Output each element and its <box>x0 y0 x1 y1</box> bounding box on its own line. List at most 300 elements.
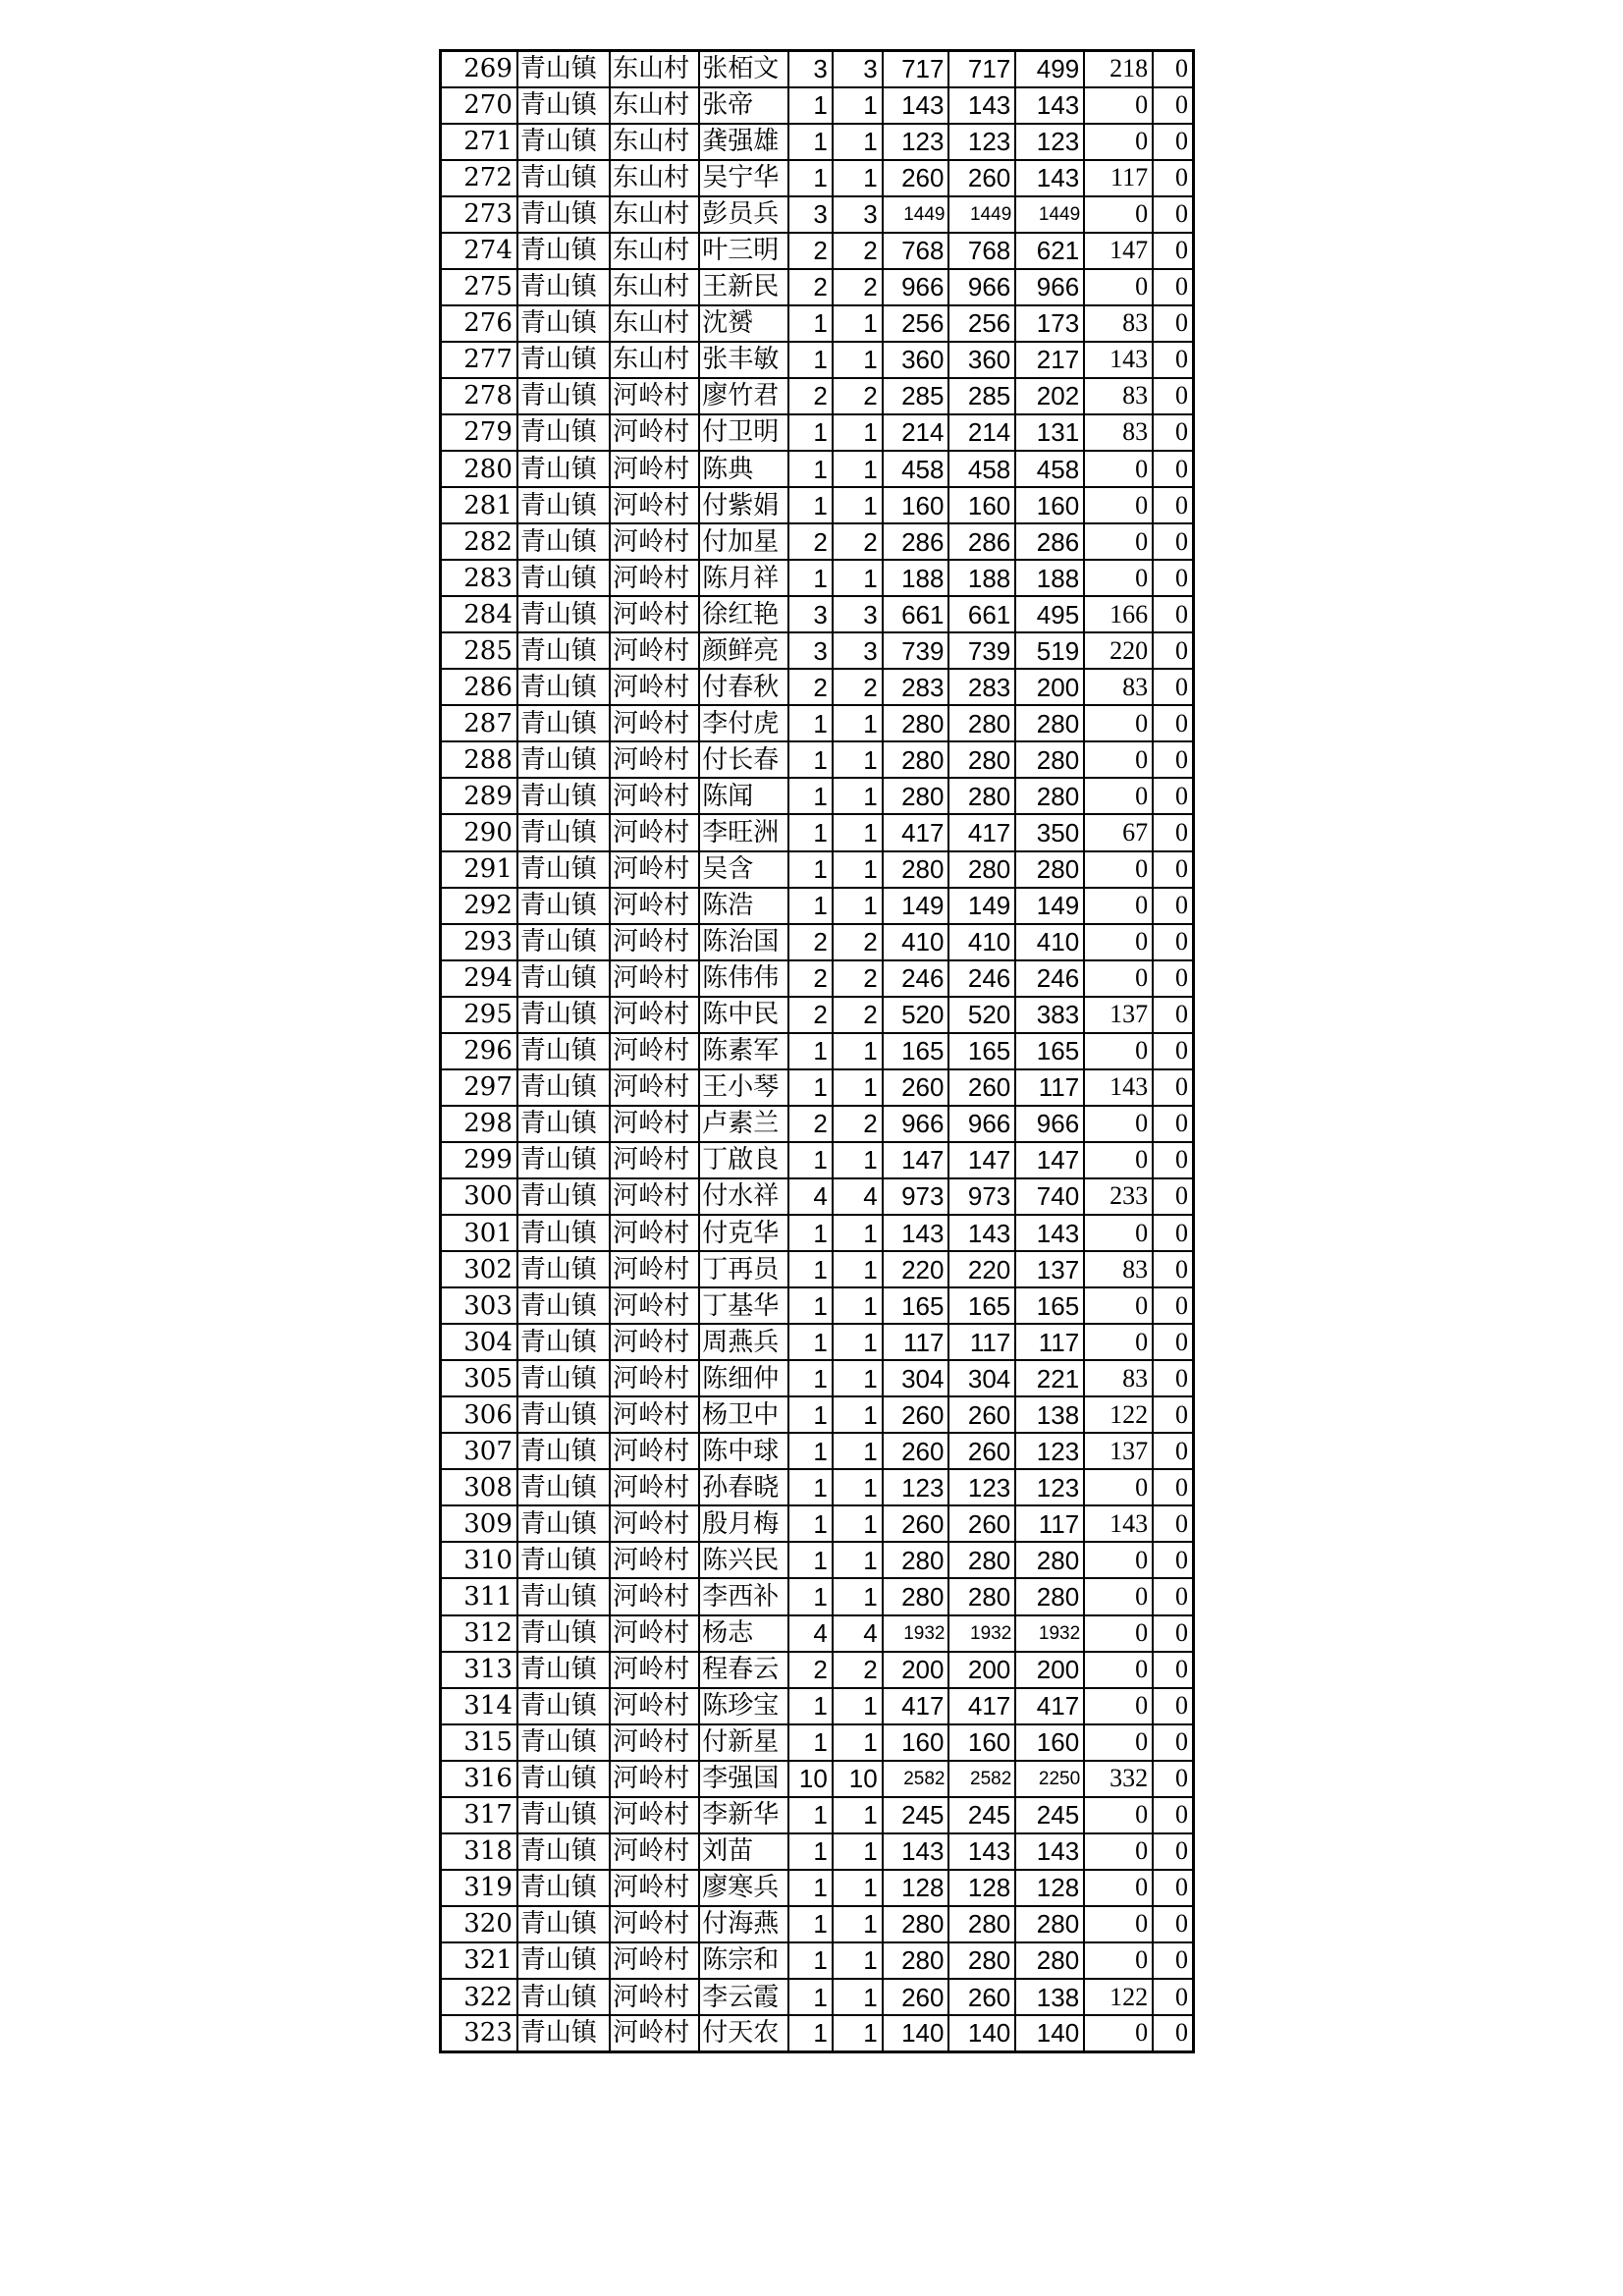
other-amount-cell: 0 <box>1153 1652 1193 1688</box>
extra-amount-cell: 0 <box>1084 1324 1153 1360</box>
extra-amount-cell: 0 <box>1084 1942 1153 1979</box>
person-count-cell: 1 <box>833 124 883 160</box>
household-count-cell: 1 <box>788 87 832 124</box>
village-name-cell: 河岭村 <box>610 778 699 814</box>
person-name-cell: 付克华 <box>699 1215 788 1251</box>
issued-amount-cell: 260 <box>948 1505 1015 1542</box>
household-count-cell: 1 <box>788 1942 832 1979</box>
table-row <box>441 1396 1194 1433</box>
person-count-cell: 1 <box>833 1505 883 1542</box>
other-amount-cell: 0 <box>1153 1833 1193 1870</box>
other-amount-cell: 0 <box>1153 741 1193 778</box>
issued-amount-cell: 260 <box>948 1433 1015 1469</box>
town-name-cell: 青山镇 <box>517 1360 610 1396</box>
person-name-cell: 杨志 <box>699 1615 788 1652</box>
other-amount-cell: 0 <box>1153 778 1193 814</box>
base-amount-cell: 740 <box>1015 1178 1084 1215</box>
base-amount-cell: 280 <box>1015 1906 1084 1942</box>
household-count-cell: 2 <box>788 523 832 560</box>
household-count-cell: 1 <box>788 487 832 523</box>
town-name-cell: 青山镇 <box>517 669 610 705</box>
other-amount-cell: 0 <box>1153 1942 1193 1979</box>
row-number-cell: 322 <box>441 1979 517 2015</box>
person-count-cell: 2 <box>833 669 883 705</box>
other-amount-cell: 0 <box>1153 2015 1193 2051</box>
table-row <box>441 233 1194 269</box>
extra-amount-cell: 0 <box>1084 1615 1153 1652</box>
extra-amount-cell: 0 <box>1084 960 1153 997</box>
base-amount-cell: 217 <box>1015 342 1084 378</box>
total-amount-cell: 117 <box>883 1324 949 1360</box>
household-count-cell: 2 <box>788 997 832 1033</box>
town-name-cell: 青山镇 <box>517 378 610 414</box>
village-name-cell: 河岭村 <box>610 1360 699 1396</box>
village-name-cell: 河岭村 <box>610 451 699 487</box>
other-amount-cell: 0 <box>1153 196 1193 233</box>
person-count-cell: 1 <box>833 1942 883 1979</box>
household-count-cell: 1 <box>788 160 832 196</box>
total-amount-cell: 280 <box>883 1542 949 1578</box>
total-amount-cell: 280 <box>883 1578 949 1614</box>
extra-amount-cell: 83 <box>1084 414 1153 451</box>
village-name-cell: 河岭村 <box>610 596 699 632</box>
row-number-cell: 295 <box>441 997 517 1033</box>
row-number-cell: 297 <box>441 1069 517 1106</box>
issued-amount-cell: 410 <box>948 924 1015 960</box>
extra-amount-cell: 220 <box>1084 632 1153 669</box>
total-amount-cell: 286 <box>883 523 949 560</box>
table-row <box>441 1505 1194 1542</box>
household-count-cell: 1 <box>788 1688 832 1724</box>
person-name-cell: 付新星 <box>699 1724 788 1761</box>
village-name-cell: 河岭村 <box>610 523 699 560</box>
extra-amount-cell: 0 <box>1084 1033 1153 1069</box>
extra-amount-cell: 0 <box>1084 1652 1153 1688</box>
town-name-cell: 青山镇 <box>517 1870 610 1906</box>
table-row <box>441 1652 1194 1688</box>
total-amount-cell: 1932 <box>883 1615 949 1652</box>
extra-amount-cell: 143 <box>1084 342 1153 378</box>
total-amount-cell: 165 <box>883 1033 949 1069</box>
town-name-cell: 青山镇 <box>517 632 610 669</box>
household-count-cell: 4 <box>788 1615 832 1652</box>
base-amount-cell: 495 <box>1015 596 1084 632</box>
person-name-cell: 陈典 <box>699 451 788 487</box>
town-name-cell: 青山镇 <box>517 1178 610 1215</box>
issued-amount-cell: 280 <box>948 1542 1015 1578</box>
person-count-cell: 1 <box>833 888 883 924</box>
total-amount-cell: 973 <box>883 1178 949 1215</box>
town-name-cell: 青山镇 <box>517 1215 610 1251</box>
total-amount-cell: 966 <box>883 1106 949 1142</box>
issued-amount-cell: 200 <box>948 1652 1015 1688</box>
person-count-cell: 3 <box>833 632 883 669</box>
row-number-cell: 287 <box>441 705 517 741</box>
table-row <box>441 596 1194 632</box>
row-number-cell: 284 <box>441 596 517 632</box>
household-count-cell: 1 <box>788 851 832 888</box>
person-count-cell: 1 <box>833 1069 883 1106</box>
household-count-cell: 1 <box>788 1724 832 1761</box>
row-number-cell: 303 <box>441 1287 517 1324</box>
extra-amount-cell: 0 <box>1084 196 1153 233</box>
total-amount-cell: 280 <box>883 778 949 814</box>
issued-amount-cell: 245 <box>948 1797 1015 1833</box>
row-number-cell: 323 <box>441 2015 517 2051</box>
extra-amount-cell: 143 <box>1084 1069 1153 1106</box>
row-number-cell: 321 <box>441 1942 517 1979</box>
town-name-cell: 青山镇 <box>517 1724 610 1761</box>
extra-amount-cell: 233 <box>1084 1178 1153 1215</box>
person-name-cell: 叶三明 <box>699 233 788 269</box>
issued-amount-cell: 143 <box>948 87 1015 124</box>
person-count-cell: 1 <box>833 1833 883 1870</box>
household-count-cell: 1 <box>788 451 832 487</box>
table-row <box>441 814 1194 850</box>
household-count-cell: 1 <box>788 1215 832 1251</box>
total-amount-cell: 458 <box>883 451 949 487</box>
person-count-cell: 2 <box>833 1652 883 1688</box>
row-number-cell: 296 <box>441 1033 517 1069</box>
other-amount-cell: 0 <box>1153 1469 1193 1505</box>
other-amount-cell: 0 <box>1153 1251 1193 1287</box>
other-amount-cell: 0 <box>1153 814 1193 850</box>
base-amount-cell: 2250 <box>1015 1761 1084 1797</box>
issued-amount-cell: 661 <box>948 596 1015 632</box>
base-amount-cell: 1932 <box>1015 1615 1084 1652</box>
town-name-cell: 青山镇 <box>517 997 610 1033</box>
extra-amount-cell: 332 <box>1084 1761 1153 1797</box>
table-row <box>441 342 1194 378</box>
village-name-cell: 河岭村 <box>610 1797 699 1833</box>
extra-amount-cell: 0 <box>1084 1906 1153 1942</box>
person-name-cell: 陈中民 <box>699 997 788 1033</box>
table-row <box>441 888 1194 924</box>
person-count-cell: 1 <box>833 851 883 888</box>
household-count-cell: 1 <box>788 560 832 596</box>
row-number-cell: 318 <box>441 1833 517 1870</box>
other-amount-cell: 0 <box>1153 414 1193 451</box>
village-name-cell: 东山村 <box>610 160 699 196</box>
row-number-cell: 305 <box>441 1360 517 1396</box>
base-amount-cell: 280 <box>1015 1578 1084 1614</box>
row-number-cell: 314 <box>441 1688 517 1724</box>
town-name-cell: 青山镇 <box>517 924 610 960</box>
town-name-cell: 青山镇 <box>517 1251 610 1287</box>
total-amount-cell: 160 <box>883 1724 949 1761</box>
town-name-cell: 青山镇 <box>517 51 610 87</box>
village-name-cell: 河岭村 <box>610 1578 699 1614</box>
extra-amount-cell: 0 <box>1084 2015 1153 2051</box>
village-name-cell: 河岭村 <box>610 1942 699 1979</box>
row-number-cell: 277 <box>441 342 517 378</box>
town-name-cell: 青山镇 <box>517 1433 610 1469</box>
town-name-cell: 青山镇 <box>517 596 610 632</box>
table-row <box>441 632 1194 669</box>
person-name-cell: 李新华 <box>699 1797 788 1833</box>
person-name-cell: 陈伟伟 <box>699 960 788 997</box>
row-number-cell: 275 <box>441 269 517 305</box>
base-amount-cell: 160 <box>1015 487 1084 523</box>
village-name-cell: 河岭村 <box>610 1833 699 1870</box>
base-amount-cell: 147 <box>1015 1142 1084 1178</box>
village-name-cell: 河岭村 <box>610 1979 699 2015</box>
total-amount-cell: 123 <box>883 1469 949 1505</box>
issued-amount-cell: 1932 <box>948 1615 1015 1652</box>
other-amount-cell: 0 <box>1153 1870 1193 1906</box>
row-number-cell: 278 <box>441 378 517 414</box>
village-name-cell: 河岭村 <box>610 560 699 596</box>
town-name-cell: 青山镇 <box>517 1578 610 1614</box>
person-count-cell: 2 <box>833 233 883 269</box>
issued-amount-cell: 417 <box>948 814 1015 850</box>
town-name-cell: 青山镇 <box>517 960 610 997</box>
village-name-cell: 河岭村 <box>610 1215 699 1251</box>
household-count-cell: 1 <box>788 342 832 378</box>
total-amount-cell: 246 <box>883 960 949 997</box>
row-number-cell: 294 <box>441 960 517 997</box>
base-amount-cell: 966 <box>1015 269 1084 305</box>
person-count-cell: 2 <box>833 960 883 997</box>
row-number-cell: 270 <box>441 87 517 124</box>
table-row <box>441 1251 1194 1287</box>
village-name-cell: 河岭村 <box>610 1106 699 1142</box>
extra-amount-cell: 83 <box>1084 378 1153 414</box>
extra-amount-cell: 0 <box>1084 1688 1153 1724</box>
base-amount-cell: 202 <box>1015 378 1084 414</box>
issued-amount-cell: 966 <box>948 269 1015 305</box>
person-name-cell: 付水祥 <box>699 1178 788 1215</box>
issued-amount-cell: 260 <box>948 1396 1015 1433</box>
issued-amount-cell: 188 <box>948 560 1015 596</box>
issued-amount-cell: 280 <box>948 705 1015 741</box>
household-count-cell: 1 <box>788 1833 832 1870</box>
issued-amount-cell: 2582 <box>948 1761 1015 1797</box>
issued-amount-cell: 280 <box>948 1942 1015 1979</box>
village-name-cell: 河岭村 <box>610 632 699 669</box>
village-name-cell: 河岭村 <box>610 1324 699 1360</box>
household-count-cell: 1 <box>788 1578 832 1614</box>
total-amount-cell: 149 <box>883 888 949 924</box>
extra-amount-cell: 0 <box>1084 1142 1153 1178</box>
extra-amount-cell: 0 <box>1084 1287 1153 1324</box>
base-amount-cell: 417 <box>1015 1688 1084 1724</box>
household-count-cell: 1 <box>788 1797 832 1833</box>
village-name-cell: 河岭村 <box>610 1906 699 1942</box>
row-number-cell: 320 <box>441 1906 517 1942</box>
person-name-cell: 丁再员 <box>699 1251 788 1287</box>
extra-amount-cell: 0 <box>1084 269 1153 305</box>
other-amount-cell: 0 <box>1153 1542 1193 1578</box>
base-amount-cell: 350 <box>1015 814 1084 850</box>
person-count-cell: 1 <box>833 560 883 596</box>
base-amount-cell: 143 <box>1015 87 1084 124</box>
base-amount-cell: 499 <box>1015 51 1084 87</box>
issued-amount-cell: 256 <box>948 305 1015 342</box>
row-number-cell: 269 <box>441 51 517 87</box>
other-amount-cell: 0 <box>1153 1324 1193 1360</box>
other-amount-cell: 0 <box>1153 124 1193 160</box>
village-name-cell: 河岭村 <box>610 1142 699 1178</box>
extra-amount-cell: 0 <box>1084 924 1153 960</box>
row-number-cell: 313 <box>441 1652 517 1688</box>
table-row <box>441 560 1194 596</box>
other-amount-cell: 0 <box>1153 1505 1193 1542</box>
other-amount-cell: 0 <box>1153 1906 1193 1942</box>
base-amount-cell: 280 <box>1015 1542 1084 1578</box>
row-number-cell: 280 <box>441 451 517 487</box>
table-row <box>441 997 1194 1033</box>
base-amount-cell: 458 <box>1015 451 1084 487</box>
person-name-cell: 徐红艳 <box>699 596 788 632</box>
table-row <box>441 124 1194 160</box>
household-count-cell: 1 <box>788 1870 832 1906</box>
person-count-cell: 4 <box>833 1615 883 1652</box>
town-name-cell: 青山镇 <box>517 305 610 342</box>
base-amount-cell: 200 <box>1015 1652 1084 1688</box>
person-name-cell: 廖寒兵 <box>699 1870 788 1906</box>
extra-amount-cell: 137 <box>1084 1433 1153 1469</box>
total-amount-cell: 260 <box>883 1396 949 1433</box>
row-number-cell: 273 <box>441 196 517 233</box>
row-number-cell: 309 <box>441 1505 517 1542</box>
town-name-cell: 青山镇 <box>517 1906 610 1942</box>
row-number-cell: 289 <box>441 778 517 814</box>
base-amount-cell: 383 <box>1015 997 1084 1033</box>
other-amount-cell: 0 <box>1153 1724 1193 1761</box>
table-row <box>441 669 1194 705</box>
issued-amount-cell: 458 <box>948 451 1015 487</box>
base-amount-cell: 280 <box>1015 1942 1084 1979</box>
person-name-cell: 吴宁华 <box>699 160 788 196</box>
person-count-cell: 1 <box>833 1215 883 1251</box>
extra-amount-cell: 83 <box>1084 669 1153 705</box>
base-amount-cell: 410 <box>1015 924 1084 960</box>
person-count-cell: 1 <box>833 1724 883 1761</box>
person-name-cell: 张栢文 <box>699 51 788 87</box>
other-amount-cell: 0 <box>1153 1142 1193 1178</box>
row-number-cell: 299 <box>441 1142 517 1178</box>
table-row <box>441 1360 1194 1396</box>
other-amount-cell: 0 <box>1153 487 1193 523</box>
total-amount-cell: 256 <box>883 305 949 342</box>
person-name-cell: 颜鲜亮 <box>699 632 788 669</box>
row-number-cell: 308 <box>441 1469 517 1505</box>
household-count-cell: 1 <box>788 1360 832 1396</box>
other-amount-cell: 0 <box>1153 87 1193 124</box>
table-row <box>441 741 1194 778</box>
base-amount-cell: 519 <box>1015 632 1084 669</box>
issued-amount-cell: 280 <box>948 851 1015 888</box>
village-name-cell: 河岭村 <box>610 1178 699 1215</box>
person-name-cell: 吴含 <box>699 851 788 888</box>
row-number-cell: 279 <box>441 414 517 451</box>
town-name-cell: 青山镇 <box>517 1542 610 1578</box>
person-count-cell: 2 <box>833 523 883 560</box>
issued-amount-cell: 260 <box>948 160 1015 196</box>
other-amount-cell: 0 <box>1153 851 1193 888</box>
row-number-cell: 293 <box>441 924 517 960</box>
person-count-cell: 1 <box>833 305 883 342</box>
base-amount-cell: 286 <box>1015 523 1084 560</box>
other-amount-cell: 0 <box>1153 705 1193 741</box>
household-count-cell: 2 <box>788 269 832 305</box>
total-amount-cell: 214 <box>883 414 949 451</box>
person-count-cell: 1 <box>833 342 883 378</box>
household-count-cell: 1 <box>788 1251 832 1287</box>
issued-amount-cell: 286 <box>948 523 1015 560</box>
extra-amount-cell: 137 <box>1084 997 1153 1033</box>
person-count-cell: 1 <box>833 1433 883 1469</box>
row-number-cell: 292 <box>441 888 517 924</box>
table-row <box>441 1797 1194 1833</box>
table-row <box>441 451 1194 487</box>
base-amount-cell: 143 <box>1015 160 1084 196</box>
village-name-cell: 河岭村 <box>610 960 699 997</box>
table-row <box>441 1906 1194 1942</box>
household-count-cell: 2 <box>788 378 832 414</box>
extra-amount-cell: 0 <box>1084 1578 1153 1614</box>
person-count-cell: 2 <box>833 924 883 960</box>
other-amount-cell: 0 <box>1153 342 1193 378</box>
extra-amount-cell: 67 <box>1084 814 1153 850</box>
town-name-cell: 青山镇 <box>517 1761 610 1797</box>
person-name-cell: 李旺洲 <box>699 814 788 850</box>
other-amount-cell: 0 <box>1153 305 1193 342</box>
town-name-cell: 青山镇 <box>517 1287 610 1324</box>
extra-amount-cell: 0 <box>1084 851 1153 888</box>
base-amount-cell: 621 <box>1015 233 1084 269</box>
household-count-cell: 3 <box>788 632 832 669</box>
other-amount-cell: 0 <box>1153 560 1193 596</box>
base-amount-cell: 188 <box>1015 560 1084 596</box>
issued-amount-cell: 117 <box>948 1324 1015 1360</box>
person-name-cell: 沈赟 <box>699 305 788 342</box>
person-count-cell: 1 <box>833 160 883 196</box>
issued-amount-cell: 147 <box>948 1142 1015 1178</box>
table-row <box>441 778 1194 814</box>
total-amount-cell: 140 <box>883 2015 949 2051</box>
total-amount-cell: 417 <box>883 1688 949 1724</box>
village-name-cell: 河岭村 <box>610 1505 699 1542</box>
total-amount-cell: 165 <box>883 1287 949 1324</box>
person-name-cell: 陈宗和 <box>699 1942 788 1979</box>
extra-amount-cell: 0 <box>1084 1870 1153 1906</box>
row-number-cell: 290 <box>441 814 517 850</box>
household-count-cell: 1 <box>788 741 832 778</box>
row-number-cell: 281 <box>441 487 517 523</box>
row-number-cell: 286 <box>441 669 517 705</box>
village-name-cell: 河岭村 <box>610 1761 699 1797</box>
town-name-cell: 青山镇 <box>517 1396 610 1433</box>
other-amount-cell: 0 <box>1153 924 1193 960</box>
total-amount-cell: 143 <box>883 1833 949 1870</box>
village-name-cell: 东山村 <box>610 51 699 87</box>
total-amount-cell: 285 <box>883 378 949 414</box>
table-row <box>441 487 1194 523</box>
other-amount-cell: 0 <box>1153 1033 1193 1069</box>
person-count-cell: 1 <box>833 1688 883 1724</box>
issued-amount-cell: 768 <box>948 233 1015 269</box>
base-amount-cell: 149 <box>1015 888 1084 924</box>
town-name-cell: 青山镇 <box>517 1833 610 1870</box>
table-row <box>441 1178 1194 1215</box>
total-amount-cell: 768 <box>883 233 949 269</box>
other-amount-cell: 0 <box>1153 1433 1193 1469</box>
village-name-cell: 河岭村 <box>610 814 699 850</box>
other-amount-cell: 0 <box>1153 1979 1193 2015</box>
table-row <box>441 1942 1194 1979</box>
